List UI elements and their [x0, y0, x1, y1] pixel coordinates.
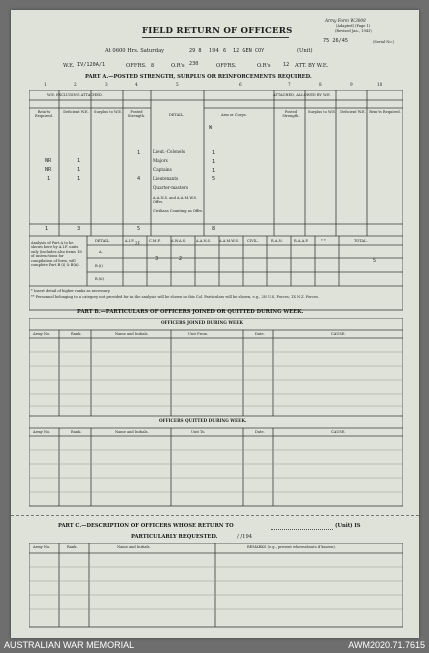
joined-col-army-no: Army No. [33, 332, 51, 336]
col-num-9: 9 [350, 82, 353, 87]
tear-line [11, 515, 419, 516]
col-num-2: 2 [74, 82, 77, 87]
header-posted-left: Posted Strength. [127, 110, 146, 118]
offrs-label: OFFRS. [126, 63, 147, 69]
hw-col2-row3: 1 [77, 176, 81, 182]
analysis-col-other: * * [321, 239, 326, 243]
quitted-col-date: Date. [255, 430, 265, 434]
offrs2-label: OFFRS. [216, 63, 237, 69]
rank-aans: A.A.N.S. and A.A.M.W.S. Offrs. [153, 196, 198, 204]
unit-value: 12 GEN COY [233, 48, 265, 54]
attached-allowed: ATTACHED, ALLOWED BY W.E. [273, 93, 331, 97]
part-c-col-rank: Rank. [67, 545, 78, 549]
analysis-col-civil: CIVIL. [247, 239, 259, 243]
joined-col-unit-from: Unit From. [188, 332, 209, 336]
header-deficient-right: Deficient W.E. [340, 110, 366, 114]
rank-civilians: Civilians Counting as Offrs. [153, 209, 204, 213]
analysis-col-awas: A.W.A.S. [171, 239, 187, 243]
ors-value: 230 [189, 61, 199, 67]
analysis-row-a: A. [99, 250, 103, 254]
form-title: FIELD RETURN OF OFFICERS [142, 26, 293, 36]
hw-col4-row1: 1 [137, 150, 141, 156]
part-c-col-army-no: Army No. [33, 545, 51, 549]
analysis-detail: DETAIL. [95, 239, 111, 243]
unit-label: (Unit) [297, 48, 313, 54]
hw-col5-row1: 1 [212, 150, 216, 156]
quitted-col-name: Name and Initials. [115, 430, 149, 434]
col-num-1: 1 [44, 82, 47, 87]
rank-quartermasters: Quarter-masters [153, 185, 189, 190]
analysis-col-cmf: C.M.F. [149, 239, 161, 243]
quitted-title: OFFICERS QUITTED DURING WEEK. [159, 418, 247, 423]
part-c-unit-is: (Unit) IS [335, 523, 361, 529]
analysis-note: Analysis of Part A to be shown here by A.I.F. units only (includes also items 18 of instructions for compilation of form, will complete Part B (i) & B(ii). [31, 241, 82, 268]
part-c-col-remarks: REMARKS (e.g., present whereabouts if known). [247, 545, 336, 549]
att-by-we-label: ATT. BY W.E. [295, 63, 329, 69]
adapted-label: (Adapted) (Page 1) [336, 24, 371, 28]
footer-archive-name: AUSTRALIAN WAR MEMORIAL [4, 640, 135, 650]
col-num-6: 6 [239, 82, 242, 87]
quitted-col-rank: Rank. [71, 430, 82, 434]
analysis-row-bi: B.(i) [95, 264, 103, 268]
hw-total-col1: 1 [45, 226, 49, 232]
part-a-table [29, 90, 403, 312]
we-excluding-attached: W.E. EXCLUDING ATTACHED. [47, 93, 103, 97]
hw-col1-row2: NR [45, 167, 52, 173]
rank-lt-colonels: Lieut.-Colonels [153, 149, 185, 154]
serial-number: 75 26/45 [323, 38, 348, 44]
hw-w-mark: W [209, 125, 213, 131]
army-form-number: Army Form W.3008 [325, 18, 366, 23]
joined-col-name: Name and Initials. [115, 332, 149, 336]
part-c-col-name: Name and Initials. [117, 545, 151, 549]
header-arm-corps: Arm or Corps. [221, 113, 247, 117]
offrs-value: 8 [151, 63, 155, 69]
form-sheet [11, 10, 419, 638]
analysis-col-total: TOTAL. [354, 239, 368, 243]
rank-captains: Captains [153, 167, 172, 172]
ors2-label: O.R's [257, 63, 271, 69]
col-num-7: 7 [288, 82, 291, 87]
we-label: W.E. [63, 63, 75, 69]
header-posted-right: Posted Strength. [282, 110, 300, 118]
quitted-col-cause: CAUSE. [331, 430, 346, 434]
part-b-table [29, 318, 403, 508]
at-hours-label: At 0600 Hrs. Saturday [105, 48, 165, 54]
hw-col1-row1: NR [45, 158, 52, 164]
hw-col1-row3: 1 [47, 176, 51, 182]
rank-majors: Majors [153, 158, 168, 163]
part-a-title: PART A.—POSTED STRENGTH, SURPLUS OR REINFORCEMENTS REQUIRED. [85, 74, 312, 80]
analysis-col-aamws: A.A.M.W.S. [219, 239, 239, 243]
joined-col-rank: Rank. [71, 332, 82, 336]
part-c-table [29, 543, 403, 629]
col-num-3: 3 [105, 82, 108, 87]
hw-col2-row1: 1 [77, 158, 81, 164]
rank-lieutenants: Lieutenants [153, 176, 179, 181]
header-reints-right: Rein'ts Required. [369, 110, 401, 114]
quitted-col-unit-to: Unit To. [191, 430, 206, 434]
we-value: IV/120A/1 [77, 62, 106, 68]
col-num-5: 5 [176, 82, 179, 87]
part-c-title: PART C.—DESCRIPTION OF OFFICERS WHOSE RETURN TO [58, 523, 234, 529]
hw-total-col2: 3 [77, 226, 81, 232]
quitted-col-army-no: Army No. [33, 430, 51, 434]
joined-title: OFFICERS JOINED DURING WEEK [161, 320, 244, 325]
hw-analysis-aif: 3 [155, 256, 159, 262]
joined-col-date: Date. [255, 332, 265, 336]
hw-analysis-top: 2F [135, 241, 141, 246]
col-num-10: 10 [377, 82, 383, 87]
analysis-col-aans: A.A.N.S. [196, 239, 212, 243]
col-num-4: 4 [135, 82, 138, 87]
part-b-title: PART B.—PARTICULARS OF OFFICERS JOINED OR QUITTED DURING WEEK. [77, 309, 304, 315]
hw-col4-row2: 4 [137, 176, 141, 182]
analysis-row-bii: B.(ii) [95, 277, 104, 281]
hw-total-col5: 8 [212, 226, 216, 232]
serial-label: (Serial No.) [373, 40, 395, 44]
hw-col5-row4: 5 [212, 176, 216, 182]
part-c-requested: PARTICULARLY REQUESTED. [131, 534, 218, 540]
hw-total-col4: 5 [137, 226, 141, 232]
header-deficient-left: Deficient W.E. [63, 110, 89, 114]
ors2-value: 12 [283, 62, 290, 68]
analysis-col-raaf: R.A.A.F. [294, 239, 309, 243]
year-value: 6 [223, 48, 227, 54]
revised-label: (Revised Jan., 1943) [335, 29, 372, 33]
year-prefix: 194 [209, 48, 219, 54]
hw-col5-row2: 1 [212, 159, 216, 165]
footnote-2: ** Personnel belonging to a category not provided for in the analysis will be shown in this Col. Particulars will be shown, e.g., 2N U.S. Forces; 1X N.Z. Forces. [31, 295, 320, 299]
header-surplus-right: Surplus to W.E. [308, 110, 336, 114]
hw-analysis-cmf: 2 [179, 256, 183, 262]
hw-col2-row2: 1 [77, 167, 81, 173]
col-num-8: 8 [319, 82, 322, 87]
hw-col5-row3: 1 [212, 168, 216, 174]
hw-analysis-total: 5 [373, 258, 377, 264]
footnote-1: * Insert detail of higher ranks as necessary. [31, 289, 111, 293]
analysis-col-ran: R.A.N. [271, 239, 283, 243]
analysis-col-aif: A.I.F. [125, 239, 135, 243]
footer-accession-number: AWM2020.71.7615 [348, 640, 425, 650]
date-value: 29 8 [189, 48, 202, 54]
detail-header: DETAIL. [169, 113, 185, 117]
header-reints-left: Rein'ts Required. [35, 110, 53, 118]
header-surplus-left: Surplus to W.E. [94, 110, 122, 114]
ors-label: O.R's [171, 63, 185, 69]
part-c-date: / /194 [237, 534, 253, 540]
joined-col-cause: CAUSE. [331, 332, 346, 336]
